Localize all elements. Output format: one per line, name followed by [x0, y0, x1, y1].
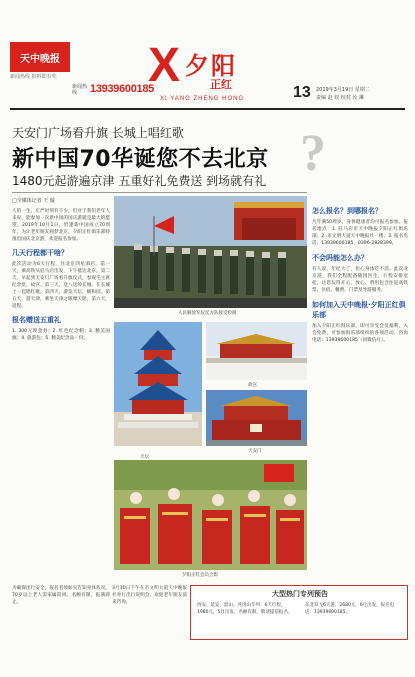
issue-date: 2019年3月19日 星期二	[316, 87, 370, 93]
forbidden-city-photo	[206, 322, 307, 380]
section-pinyin: XI YANG ZHENG HONG	[160, 96, 245, 102]
temple-photo-caption: 天坛	[140, 455, 149, 460]
join-club-text: 加入夕阳正红俱乐部，即可享受会员福利。入会免费，可参加俱乐部组织的各项活动。咨询电话：13939600185（同微信号）。	[312, 324, 408, 343]
tiananmen-gate-photo	[206, 390, 307, 446]
military-photo-caption: 人民解放军仪仗方队接受检阅	[178, 311, 237, 316]
gate-photo-caption: 天安门	[248, 449, 262, 454]
health-concern-text: 有人说，年纪大了，担心身体吃不消。此次北京游，我们全程配备随团医生，行程安排宽松，让您玩得开心、放心。费用包含往返高铁票、住宿、餐费、门票及导游服务。	[312, 267, 408, 293]
military-parade-photo	[114, 196, 307, 308]
headline-divider	[12, 192, 307, 193]
question-mark-graphic: ?	[300, 125, 326, 182]
logo-subtitle: 新闻热线 报料即有奖	[10, 74, 57, 80]
editor-credits: 责编 赵 钗 校对 汝 琳	[316, 95, 364, 101]
how-to-register-text: 凡年满50周岁，身体健康者均可报名参加。报名地点：1. 驻马店市天中晚报夕阳正红俱乐部；2. 市文明大道天中晚报社一楼；3. 报名电话：13939600185、0396-2828399。	[312, 220, 408, 246]
byline: □全媒体记者 王 璇	[12, 198, 55, 204]
logo-text: 天中晚报	[20, 53, 60, 65]
signup-gifts-heading: 报名赠送五重礼	[12, 316, 61, 324]
ad-title: 大型热门专列预告	[272, 590, 328, 598]
section-subtitle: 正红	[210, 78, 232, 91]
signup-gifts-paragraph: 1. 300元现金券；2. 红色纪念帽；3. 精美国旗；4. 旅游包；5. 精美纪念品一份。	[12, 329, 110, 341]
page-number: 13	[293, 84, 311, 101]
bottom-middle-notice: 3月30日下午在市文明大道天中晚报社举行出行说明会，欢迎老年朋友前来咨询。	[112, 586, 187, 605]
temple-of-heaven-photo	[114, 322, 202, 446]
ad-right-column: 东北双飞6天游，2680元，6月出发，报名电话：13939600185。	[305, 603, 395, 615]
ad-left-column: 西安、延安、韶山、井冈山专列：6天行程，1980元，5月出发，名额有限，敬请提前报名。	[197, 603, 293, 615]
section-title: 夕阳	[185, 52, 237, 80]
group-banner-photo	[114, 460, 307, 570]
health-concern-heading: 不会吗能怎么办？	[312, 254, 368, 262]
itinerary-heading: 几天行程都干啥？	[12, 249, 68, 257]
bottom-left-notice: 为确保出行安全，报名者须如实告知身体状况，70岁以上老人需家属陪同。名额有限，报满即止。	[12, 586, 110, 605]
train-tour-ad	[190, 585, 408, 640]
intro-paragraph: 人的一生，庄严时刻有不少，但对于我们老年人来说，能参加一次新中国的国庆游就是最大的愿望。2019年10月1日，恰逢新中国成立70周年，为让老年朋友圆梦北京，夕阳正红俱乐部特推出国庆北京游，欢迎报名参加。	[12, 209, 110, 242]
pavilion-photo-caption: 故宫	[248, 383, 257, 388]
masthead-divider	[10, 108, 405, 110]
hotline-label: 新闻热线	[72, 84, 88, 96]
section-x-letter: X	[148, 39, 181, 92]
page-headline: 新中国70华诞您不去北京	[12, 147, 269, 172]
how-to-register-heading: 怎么报名？到哪报名？	[312, 207, 382, 215]
itinerary-paragraph: 此次活动为6天行程，住北京四星酒店。第一天，乘高铁从驻马店出发，下午抵达北京。第二天，早起到天安门广场看升旗仪式，参观毛主席纪念堂、故宫。第三天，登八达岭长城，在长城上一起唱红歌。第四天，游览天坛、颐和园。第五天，游天津，乘坐天津之眼摩天轮。第六天，返程。	[12, 262, 110, 309]
headline-subhead: 1480元起游遍京津 五重好礼免费送 到场就有礼	[12, 174, 267, 188]
newspaper-logo	[10, 42, 70, 72]
join-club-heading: 如何加入天中晚报·夕阳正红俱乐部	[312, 301, 406, 319]
left-article-column	[12, 197, 110, 342]
headline-kicker: 天安门广场看升旗 长城上唱红歌	[12, 126, 184, 140]
right-faq-column	[312, 200, 408, 344]
masthead	[10, 40, 405, 108]
hotline-number: 13939600185	[90, 83, 154, 95]
group-photo-caption: 夕阳正红会员合影	[182, 573, 218, 578]
